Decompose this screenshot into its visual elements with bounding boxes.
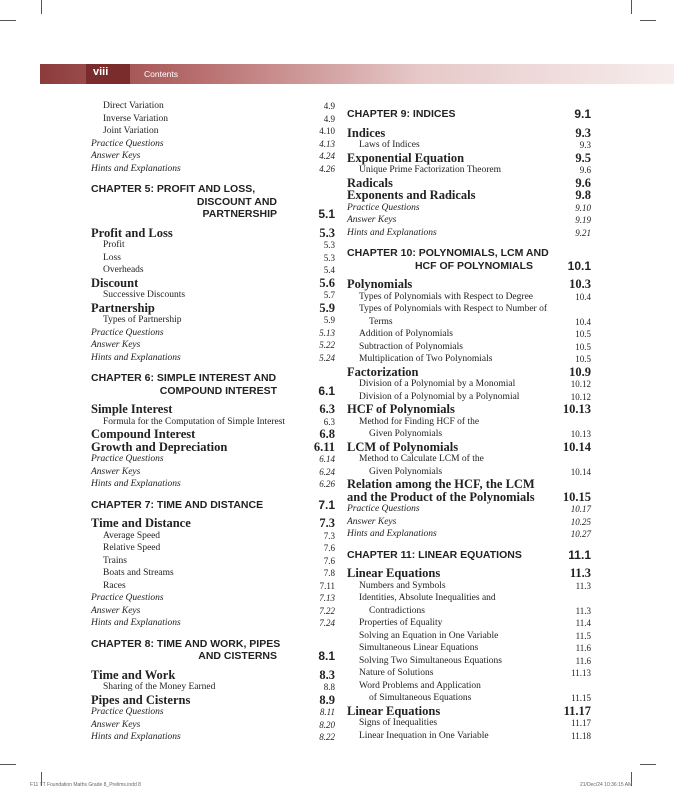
toc-subsection	[347, 303, 591, 316]
toc-subsection	[347, 316, 591, 329]
toc-section	[347, 567, 591, 580]
toc-subsection	[347, 453, 591, 466]
toc-entry-label: Simple Interest	[91, 402, 173, 416]
toc-entry-label: Laws of Indices	[359, 140, 420, 150]
toc-entry-label: Types of Polynomials with Respect to Degree	[359, 291, 533, 302]
toc-subsection	[347, 328, 591, 341]
toc-page-number: 11.17	[571, 718, 591, 728]
chapter-title-text: CHAPTER 11: LINEAR EQUATIONS	[347, 548, 522, 561]
toc-page-number: 10.3	[569, 277, 591, 291]
toc-entry-label: of Simultaneous Equations	[369, 693, 472, 703]
chapter-page-number: 5.1	[318, 207, 335, 221]
toc-page-number: 9.10	[575, 202, 591, 213]
toc-page-number: 8.9	[319, 692, 335, 707]
toc-section	[347, 278, 591, 291]
toc-page-number: 6.24	[319, 466, 335, 477]
toc-subsection	[91, 530, 335, 543]
toc-entry-label: Formula for the Computation of Simple Interest	[103, 416, 286, 427]
toc-page-number: 7.3	[319, 516, 335, 530]
toc-entry-label: Linear Equations	[347, 703, 441, 718]
toc-page-number: 11.5	[575, 630, 591, 641]
toc-section	[347, 403, 591, 416]
toc-entry-label: Practice Questions	[347, 202, 420, 213]
toc-page-number: 4.26	[319, 163, 335, 174]
chapter-title-text: CHAPTER 7: TIME AND DISTANCE	[91, 498, 264, 511]
toc-subsection	[91, 113, 335, 126]
toc-page-number: 11.3	[575, 605, 591, 616]
toc-page-number: 10.14	[562, 439, 591, 454]
page-title: Contents	[144, 69, 179, 79]
chapter-title-text: DISCOUNT AND	[196, 195, 277, 208]
crop-mark	[41, 0, 42, 14]
toc-backmatter-entry	[91, 478, 335, 491]
toc-entry-label: Practice Questions	[91, 593, 164, 603]
toc-entry-label: Terms	[369, 316, 393, 327]
toc-subsection	[347, 592, 591, 605]
toc-page-number: 6.26	[319, 479, 335, 489]
toc-page-number: 10.5	[575, 341, 591, 352]
toc-entry-label: Profit and Loss	[91, 225, 173, 240]
toc-entry-label: Hints and Explanations	[91, 618, 181, 628]
toc-entry-label: LCM of Polynomials	[347, 439, 459, 454]
crop-mark	[0, 20, 16, 21]
toc-entry-label: Answer Keys	[91, 466, 141, 477]
chapter-heading	[347, 247, 591, 272]
toc-entry-label: Time and Distance	[91, 516, 191, 530]
chapter-title-text: CHAPTER 5: PROFIT AND LOSS,	[91, 183, 256, 195]
toc-entry-label: Practice Questions	[91, 707, 164, 717]
toc-page-number: 9.3	[575, 125, 591, 140]
toc-page-number: 5.22	[319, 340, 335, 350]
toc-entry-label: Exponents and Radicals	[347, 188, 476, 202]
toc-entry-label: Answer Keys	[347, 215, 397, 225]
chapter-page-number: 11.1	[568, 547, 591, 562]
toc-backmatter-entry	[91, 466, 335, 479]
toc-page-number: 7.3	[323, 530, 335, 541]
toc-page-number: 9.5	[575, 150, 591, 165]
crop-mark	[640, 20, 656, 21]
toc-backmatter-entry	[91, 731, 335, 744]
toc-page-number: 6.14	[319, 454, 335, 464]
chapter-title-text: CHAPTER 9: INDICES	[347, 108, 456, 120]
toc-section	[347, 189, 591, 202]
chapter-heading	[91, 638, 335, 663]
toc-entry-label: Successive Discounts	[103, 290, 186, 300]
toc-entry-label: Answer Keys	[91, 605, 141, 616]
toc-backmatter-entry	[347, 227, 591, 240]
toc-page-number: 11.18	[571, 730, 591, 741]
toc-section	[347, 705, 591, 718]
toc-entry-label: Direct Variation	[103, 101, 164, 111]
toc-backmatter-entry	[91, 617, 335, 630]
toc-entry-label: Practice Questions	[347, 504, 420, 514]
toc-entry-label: Given Polynomials	[369, 466, 443, 477]
toc-page-number: 9.19	[575, 215, 591, 225]
toc-page-number: 5.9	[323, 315, 335, 325]
toc-page-number: 5.3	[323, 240, 335, 250]
toc-page-number: 9.8	[575, 188, 591, 202]
toc-page-number: 5.6	[319, 275, 335, 290]
toc-backmatter-entry	[91, 719, 335, 732]
toc-entry-label: Answer Keys	[347, 516, 397, 527]
chapter-title-text: COMPOUND INTEREST	[159, 384, 277, 397]
toc-backmatter-entry	[347, 503, 591, 516]
toc-page-number: 7.6	[323, 543, 335, 553]
toc-subsection	[347, 617, 591, 630]
toc-subsection	[347, 291, 591, 304]
toc-section	[91, 694, 335, 707]
toc-backmatter-entry	[91, 592, 335, 605]
crop-mark	[640, 764, 656, 765]
toc-entry-label: Signs of Inequalities	[359, 718, 438, 728]
toc-subsection	[347, 655, 591, 668]
toc-entry-label: Hints and Explanations	[347, 529, 437, 539]
toc-backmatter-entry	[91, 327, 335, 340]
toc-page-number: 4.24	[319, 151, 335, 161]
toc-entry-label: Contradictions	[369, 605, 425, 616]
toc-entry-label: Profit	[103, 240, 125, 250]
toc-section	[91, 277, 335, 290]
chapter-heading	[91, 499, 335, 512]
toc-entry-label: Answer Keys	[91, 151, 141, 161]
toc-entry-label: Radicals	[347, 175, 393, 190]
toc-subsection	[91, 252, 335, 265]
chapter-title-text: CHAPTER 6: SIMPLE INTEREST AND	[91, 372, 277, 384]
toc-page-number: 10.4	[575, 316, 591, 327]
chapter-title-line	[347, 108, 591, 121]
toc-page-number: 8.8	[323, 682, 335, 692]
toc-page-number: 4.10	[319, 126, 335, 136]
toc-page-number: 11.3	[569, 566, 591, 580]
toc-entry-label: Identities, Absolute Inequalities and	[359, 593, 496, 603]
chapter-title-line	[91, 385, 335, 398]
toc-entry-label: Inverse Variation	[103, 113, 168, 124]
toc-page-number: 11.6	[575, 643, 591, 653]
toc-page-number: 10.15	[562, 489, 591, 504]
toc-subsection	[91, 567, 335, 580]
toc-page-number: 9.21	[575, 227, 591, 238]
toc-entry-label: Hints and Explanations	[91, 479, 181, 489]
toc-page-number: 6.11	[313, 439, 335, 454]
toc-entry-label: Numbers and Symbols	[359, 580, 446, 591]
toc-page-number: 5.4	[323, 265, 335, 275]
toc-entry-label: Indices	[347, 125, 386, 140]
crop-mark	[631, 0, 632, 14]
toc-page-number: 10.17	[570, 504, 591, 514]
toc-entry-label: Relation among the HCF, the LCM	[347, 477, 535, 491]
toc-entry-label: Unique Prime Factorization Theorem	[359, 165, 502, 175]
toc-page-number: 7.24	[319, 618, 335, 628]
toc-backmatter-entry	[91, 150, 335, 163]
header-band	[40, 64, 674, 84]
toc-subsection	[347, 630, 591, 643]
toc-entry-label: Linear Inequation in One Variable	[359, 730, 489, 741]
toc-entry-label: Method for Finding HCF of the	[359, 416, 480, 427]
toc-page-number: 9.6	[575, 175, 591, 190]
chapter-title-line	[347, 549, 591, 562]
toc-entry-label: Hints and Explanations	[91, 163, 181, 174]
toc-entry-label: Answer Keys	[91, 719, 141, 730]
toc-page-number: 11.4	[575, 618, 591, 628]
toc-entry-label: Hints and Explanations	[91, 732, 181, 742]
toc-backmatter-entry	[91, 453, 335, 466]
toc-backmatter-entry	[91, 605, 335, 618]
toc-entry-label: Sharing of the Money Earned	[103, 682, 216, 692]
toc-backmatter-entry	[347, 214, 591, 227]
toc-entry-label: Factorization	[347, 364, 419, 379]
toc-entry-label: Subtraction of Polynomials	[359, 341, 463, 352]
toc-page-number: 7.22	[319, 605, 335, 616]
toc-page-number: 10.5	[575, 329, 591, 339]
toc-subsection	[347, 680, 591, 693]
chapter-page-number: 9.1	[574, 107, 591, 121]
toc-page-number: 8.3	[319, 667, 335, 682]
toc-section	[91, 403, 335, 416]
toc-entry-label: Division of a Polynomial by a Polynomial	[359, 391, 520, 402]
chapter-title-text: HCF OF POLYNOMIALS	[414, 259, 533, 272]
toc-entry-label: Given Polynomials	[369, 429, 443, 439]
toc-backmatter-entry	[91, 339, 335, 352]
toc-page-number: 7.8	[323, 568, 335, 578]
toc-subsection	[91, 555, 335, 568]
toc-backmatter-entry	[347, 202, 591, 215]
chapter-title-text: CHAPTER 10: POLYNOMIALS, LCM AND	[347, 247, 549, 259]
toc-page-number: 7.6	[323, 555, 335, 566]
toc-entry-label: Method to Calculate LCM of the	[359, 454, 484, 464]
toc-entry-label: Practice Questions	[91, 454, 164, 464]
chapter-page-number: 6.1	[318, 383, 335, 398]
toc-entry-label: Division of a Polynomial by a Monomial	[359, 379, 516, 389]
toc-subsection	[347, 580, 591, 593]
chapter-page-number: 7.1	[318, 497, 335, 512]
chapter-title-line	[91, 208, 335, 221]
chapter-title-line	[347, 247, 591, 260]
toc-backmatter-entry	[91, 706, 335, 719]
toc-page-number: 10.13	[570, 429, 591, 439]
toc-entry-label: Nature of Solutions	[359, 668, 434, 678]
toc-entry-label: Multiplication of Two Polynomials	[359, 354, 493, 364]
toc-page-number: 10.12	[570, 379, 591, 389]
footer-file-info: F11 TT Foundation Maths Grade 8_Prelims.indd 8	[30, 782, 141, 788]
toc-subsection	[91, 100, 335, 113]
toc-subsection	[91, 125, 335, 138]
toc-backmatter-entry	[347, 516, 591, 529]
toc-page-number: 10.5	[575, 354, 591, 364]
chapter-title-text: AND CISTERNS	[198, 650, 277, 662]
toc-page-number: 11.17	[563, 703, 591, 718]
toc-entry-label: Average Speed	[103, 530, 161, 541]
toc-backmatter-entry	[91, 138, 335, 151]
toc-page-number: 11.15	[571, 693, 591, 703]
toc-page-number: 4.9	[323, 113, 335, 124]
toc-entry-label: Practice Questions	[91, 138, 164, 149]
toc-page-number: 5.3	[323, 252, 335, 263]
toc-section	[347, 127, 591, 140]
chapter-title-line	[91, 650, 335, 663]
toc-page-number: 7.13	[319, 593, 335, 603]
toc-section	[347, 441, 591, 454]
toc-page-number: 10.27	[570, 529, 591, 539]
toc-subsection	[347, 378, 591, 391]
toc-section	[91, 302, 335, 315]
toc-subsection	[347, 730, 591, 743]
toc-section	[347, 366, 591, 379]
footer-timestamp: 21/Dec/24 10:36:15 AM	[580, 782, 633, 788]
toc-page-number: 11.13	[571, 668, 591, 678]
toc-entry-label: Trains	[103, 555, 127, 566]
toc-page-number: 10.14	[570, 466, 591, 477]
toc-backmatter-entry	[91, 352, 335, 365]
toc-entry-label: and the Product of the Polynomials	[347, 489, 535, 504]
chapter-title-line	[91, 372, 335, 385]
chapter-title-text: CHAPTER 8: TIME AND WORK, PIPES	[91, 637, 281, 650]
toc-subsection	[91, 314, 335, 327]
chapter-title-line	[91, 183, 335, 196]
toc-subsection	[347, 416, 591, 429]
chapter-title-line	[91, 638, 335, 651]
toc-entry-label: Types of Partnership	[103, 315, 182, 325]
toc-subsection	[347, 605, 591, 618]
toc-left-column	[91, 100, 335, 744]
toc-entry-label: Properties of Equality	[359, 618, 443, 628]
toc-page-number: 6.3	[319, 402, 335, 416]
toc-subsection	[347, 642, 591, 655]
toc-page-number: 6.8	[319, 427, 335, 441]
toc-entry-label: Pipes and Cisterns	[91, 692, 191, 707]
toc-entry-label: Simultaneous Linear Equations	[359, 643, 479, 653]
toc-entry-label: Linear Equations	[347, 566, 441, 580]
chapter-page-number: 10.1	[567, 258, 591, 273]
toc-page-number: 11.6	[575, 655, 591, 666]
toc-backmatter-entry	[347, 528, 591, 541]
page-number: viii	[93, 66, 109, 78]
toc-page-number: 5.3	[319, 225, 335, 240]
toc-section	[91, 227, 335, 240]
toc-entry-label: Hints and Explanations	[91, 352, 181, 363]
toc-subsection	[91, 542, 335, 555]
toc-entry-label: Hints and Explanations	[347, 227, 437, 238]
toc-entry-label: Growth and Depreciation	[91, 439, 228, 454]
toc-entry-label: Solving an Equation in One Variable	[359, 630, 499, 641]
chapter-title-text: PARTNERSHIP	[202, 208, 277, 220]
toc-entry-label: Solving Two Simultaneous Equations	[359, 655, 502, 666]
chapter-title-line	[91, 499, 335, 512]
toc-section	[347, 491, 591, 504]
toc-section	[347, 152, 591, 165]
toc-page-number: 9.3	[579, 140, 591, 150]
toc-entry-label: HCF of Polynomials	[347, 402, 455, 416]
chapter-heading	[91, 372, 335, 397]
toc-page-number: 7.11	[319, 580, 335, 591]
chapter-heading	[91, 183, 335, 221]
toc-entry-label: Loss	[103, 252, 121, 263]
toc-subsection	[91, 239, 335, 252]
toc-page-number: 8.20	[319, 719, 335, 730]
chapter-title-line	[91, 196, 335, 209]
toc-page-number: 11.3	[575, 580, 591, 591]
toc-entry-label: Time and Work	[91, 667, 176, 682]
toc-page-number: 10.25	[570, 516, 591, 527]
toc-entry-label: Boats and Streams	[103, 568, 174, 578]
toc-section	[91, 517, 335, 530]
chapter-heading	[347, 108, 591, 121]
toc-page-number: 5.9	[319, 300, 335, 315]
toc-entry-label: Relative Speed	[103, 543, 161, 553]
toc-entry-label: Types of Polynomials with Respect to Number of	[359, 304, 547, 314]
toc-entry-label: Practice Questions	[91, 327, 164, 338]
toc-page-number: 10.13	[562, 402, 591, 416]
toc-entry-label: Polynomials	[347, 277, 413, 291]
toc-section	[91, 669, 335, 682]
toc-entry-label: Word Problems and Application	[359, 680, 481, 691]
toc-entry-label: Compound Interest	[91, 427, 196, 441]
toc-page-number: 10.12	[570, 391, 591, 402]
toc-subsection	[347, 341, 591, 354]
toc-page-number: 4.9	[323, 101, 335, 111]
toc-entry-label: Discount	[91, 275, 139, 290]
chapter-page-number: 8.1	[318, 649, 335, 663]
toc-page-number: 6.3	[323, 416, 335, 427]
toc-subsection	[347, 717, 591, 730]
toc-page-number: 4.13	[319, 138, 335, 149]
toc-page-number: 8.11	[319, 707, 335, 717]
toc-backmatter-entry	[91, 163, 335, 176]
toc-page-number: 8.22	[319, 732, 335, 742]
chapter-title-line	[347, 260, 591, 273]
toc-entry-label: Exponential Equation	[347, 150, 465, 165]
toc-page-number: 5.13	[319, 327, 335, 338]
toc-entry-label: Joint Variation	[103, 126, 159, 136]
toc-entry-label: Answer Keys	[91, 340, 141, 350]
toc-section	[91, 441, 335, 454]
toc-entry-label: Overheads	[103, 265, 144, 275]
toc-page-number: 10.4	[575, 291, 591, 302]
toc-page-number: 9.6	[579, 165, 591, 175]
toc-subsection	[91, 580, 335, 593]
toc-entry-label: Races	[103, 580, 126, 591]
toc-page-number: 5.7	[323, 290, 335, 300]
toc-entry-label: Addition of Polynomials	[359, 329, 453, 339]
crop-mark	[0, 764, 16, 765]
toc-right-column	[347, 100, 591, 742]
toc-subsection	[347, 667, 591, 680]
toc-entry-label: Partnership	[91, 300, 155, 315]
chapter-heading	[347, 549, 591, 562]
toc-page-number: 5.24	[319, 352, 335, 363]
toc-page-number: 10.9	[569, 364, 591, 379]
